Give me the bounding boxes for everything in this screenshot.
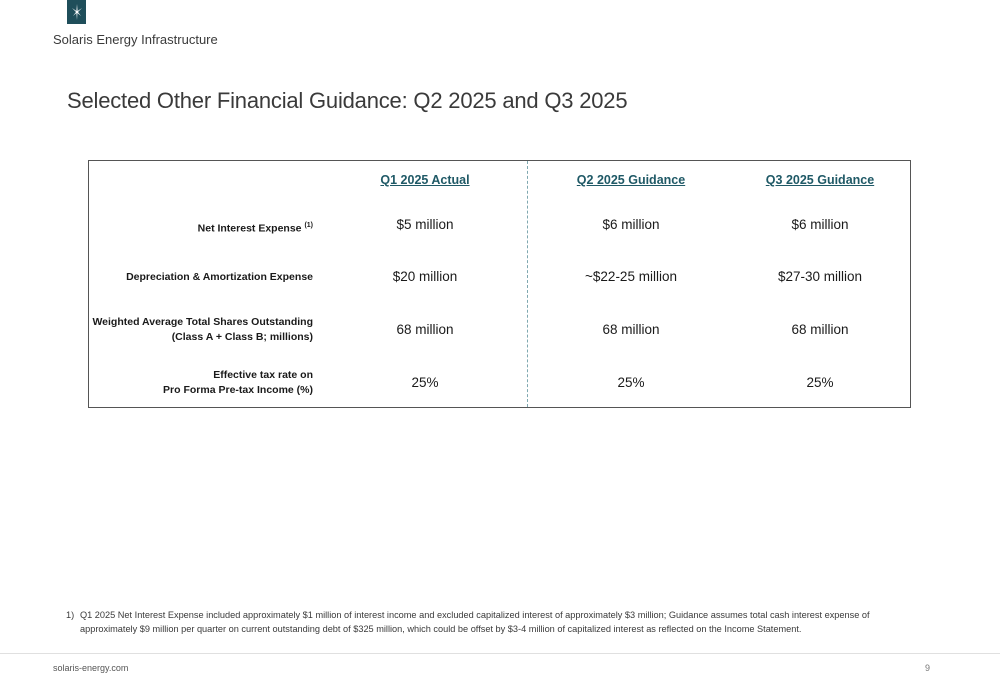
table-cell: $27-30 million [777, 269, 863, 284]
company-logo [67, 0, 86, 24]
row-label-depreciation: Depreciation & Amortization Expense [126, 271, 313, 283]
footnote-number: 1) [66, 610, 75, 620]
column-divider [527, 161, 528, 407]
page-title: Selected Other Financial Guidance: Q2 2025 and Q3 2025 [67, 88, 628, 113]
column-header-q1-actual: Q1 2025 Actual [380, 173, 470, 187]
column-header-q3-guidance: Q3 2025 Guidance [765, 173, 875, 187]
table-cell: 68 million [602, 322, 660, 337]
table-cell: $20 million [392, 269, 458, 284]
row-label-net-interest: Net Interest Expense $^{(1)}$ [197, 222, 313, 235]
table-cell: 25% [411, 375, 439, 390]
table-cell: 68 million [396, 322, 454, 337]
footnote-text: Q1 2025 Net Interest Expense included approximately $1 million of interest income and excluded capitalized interest of approximately $3 million; Guidance assumes total cash interest expense of approximately $9 million per quarter on current outstanding debt of $325 million, which could be offset by $3-4 million of capitalized interest as reflected on the Income Statement. [80, 610, 870, 634]
footer-divider [0, 653, 1000, 654]
table-cell: ~$22-25 million [585, 269, 677, 284]
footer-website: solaris-energy.com [53, 663, 129, 673]
table-cell: 25% [617, 375, 645, 390]
row-label-effective-tax: Effective tax rate on Pro Forma Pre-tax Income (%) [163, 369, 313, 396]
column-header-q2-guidance: Q2 2025 Guidance [576, 173, 686, 187]
page-number: 9 [925, 663, 931, 673]
sun-flare-icon [70, 2, 84, 22]
footnote-ref: (1) [304, 222, 313, 229]
company-name: Solaris Energy Infrastructure [53, 32, 218, 47]
table-cell: $6 million [602, 217, 660, 232]
guidance-table [88, 160, 911, 408]
table-cell: $5 million [396, 217, 454, 232]
table-cell: $6 million [791, 217, 849, 232]
table-cell: 68 million [791, 322, 849, 337]
footnote [66, 608, 916, 636]
table-cell: 25% [806, 375, 834, 390]
row-label-shares-outstanding: Weighted Average Total Shares Outstanding (Class A + Class B; millions) [92, 316, 313, 343]
